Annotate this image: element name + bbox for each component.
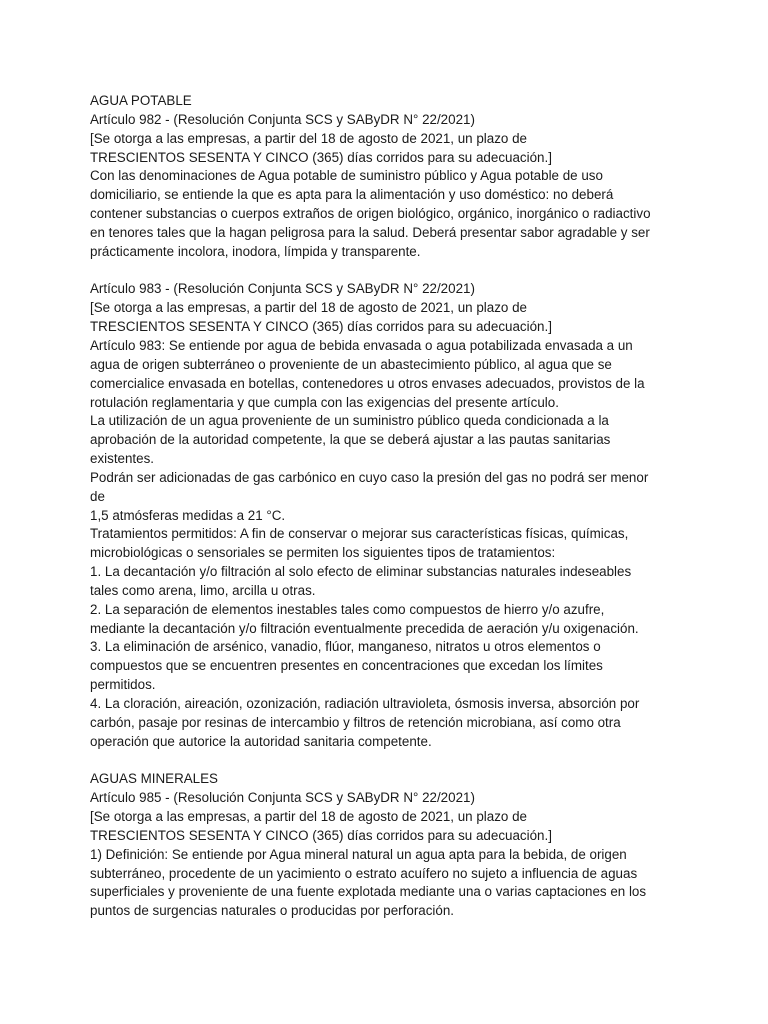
paragraph-line: aprobación de la autoridad competente, la que se deberá ajustar a las pautas sanitarias <box>90 432 611 448</box>
paragraph-line: Con las denominaciones de Agua potable de suministro público y Agua potable de uso <box>90 168 603 184</box>
paragraph-line: compuestos que se encuentren presentes en concentraciones que excedan los límites <box>90 658 603 674</box>
section-heading: AGUAS MINERALES <box>90 771 218 787</box>
paragraph-line: TRESCIENTOS SESENTA Y CINCO (365) días corridos para su adecuación.] <box>90 827 552 843</box>
paragraph-line: 1) Definición: Se entiende por Agua mineral natural un agua apta para la bebida, de origen <box>90 846 627 862</box>
paragraph-line: [Se otorga a las empresas, a partir del 18 de agosto de 2021, un plazo de <box>90 300 527 316</box>
paragraph-line: [Se otorga a las empresas, a partir del 18 de agosto de 2021, un plazo de <box>90 809 527 825</box>
paragraph-line: domiciliario, se entiende la que es apta para la alimentación y uso doméstico: no deberá <box>90 187 614 203</box>
section-aguas-minerales <box>90 770 730 921</box>
paragraph-line: Tratamientos permitidos: A fin de conservar o mejorar sus características físicas, químicas, <box>90 526 629 542</box>
section-articulo-983 <box>90 280 730 751</box>
paragraph-line: prácticamente incolora, inodora, límpida y transparente. <box>90 243 421 259</box>
document-page <box>90 92 730 921</box>
paragraph-line: operación que autorice la autoridad sanitaria competente. <box>90 733 432 749</box>
paragraph-line: mediante la decantación y/o filtración eventualmente precedida de aeración y/u oxigenación. <box>90 620 639 636</box>
paragraph-line: contener substancias o cuerpos extraños de origen biológico, orgánico, inorgánico o radiactivo <box>90 206 651 222</box>
paragraph-line: Podrán ser adicionadas de gas carbónico en cuyo caso la presión del gas no podrá ser menor <box>90 469 649 485</box>
paragraph-line: agua de origen subterráneo o proveniente de un abastecimiento público, al agua que se <box>90 356 612 372</box>
paragraph-line: tales como arena, limo, arcilla u otras. <box>90 582 316 598</box>
section-agua-potable <box>90 92 730 262</box>
paragraph-line: Artículo 983: Se entiende por agua de bebida envasada o agua potabilizada envasada a un <box>90 337 633 353</box>
paragraph-line: 1,5 atmósferas medidas a 21 °C. <box>90 507 286 523</box>
paragraph-line: en tenores tales que la hagan peligrosa para la salud. Deberá presentar sabor agradable y ser <box>90 224 650 240</box>
list-item: 1. La decantación y/o filtración al solo efecto de eliminar substancias naturales indeseables <box>90 564 632 580</box>
paragraph-line: comercialice envasada en botellas, contenedores u otros envases adecuados, provistos de la <box>90 375 645 391</box>
list-item: 2. La separación de elementos inestables tales como compuestos de hierro y/o azufre, <box>90 601 605 617</box>
paragraph-line: TRESCIENTOS SESENTA Y CINCO (365) días corridos para su adecuación.] <box>90 319 552 335</box>
paragraph-line: [Se otorga a las empresas, a partir del 18 de agosto de 2021, un plazo de <box>90 130 527 146</box>
paragraph-line: La utilización de un agua proveniente de un suministro público queda condicionada a la <box>90 413 609 429</box>
paragraph-line: permitidos. <box>90 677 156 693</box>
article-title: Artículo 985 - (Resolución Conjunta SCS y SAByDR N° 22/2021) <box>90 790 475 806</box>
paragraph-line: puntos de surgencias naturales o producidas por perforación. <box>90 903 455 919</box>
paragraph-line: carbón, pasaje por resinas de intercambio y filtros de retención microbiana, así como otra <box>90 714 621 730</box>
list-item: 4. La cloración, aireación, ozonización, radiación ultravioleta, ósmosis inversa, absorción por <box>90 696 640 711</box>
paragraph-line: microbiológicas o sensoriales se permiten los siguientes tipos de tratamientos: <box>90 545 556 561</box>
paragraph-line: de <box>90 488 105 504</box>
paragraph-line: existentes. <box>90 451 155 467</box>
paragraph-line: TRESCIENTOS SESENTA Y CINCO (365) días corridos para su adecuación.] <box>90 149 552 165</box>
section-heading: AGUA POTABLE <box>90 93 192 108</box>
section-spacer <box>90 262 730 281</box>
paragraph-line: rotulación reglamentaria y que cumpla con las exigencias del presente artículo. <box>90 394 559 410</box>
article-title: Artículo 983 - (Resolución Conjunta SCS y SAByDR N° 22/2021) <box>90 281 475 297</box>
section-spacer <box>90 752 730 771</box>
paragraph-line: superficiales y proveniente de una fuente explotada mediante una o varias captaciones en los <box>90 884 647 900</box>
article-title: Artículo 982 - (Resolución Conjunta SCS y SAByDR N° 22/2021) <box>90 111 475 127</box>
list-item: 3. La eliminación de arsénico, vanadio, flúor, manganeso, nitratos u otros elementos o <box>90 639 601 655</box>
paragraph-line: subterráneo, procedente de un yacimiento o estrato acuífero no sujeto a influencia de aguas <box>90 865 638 881</box>
